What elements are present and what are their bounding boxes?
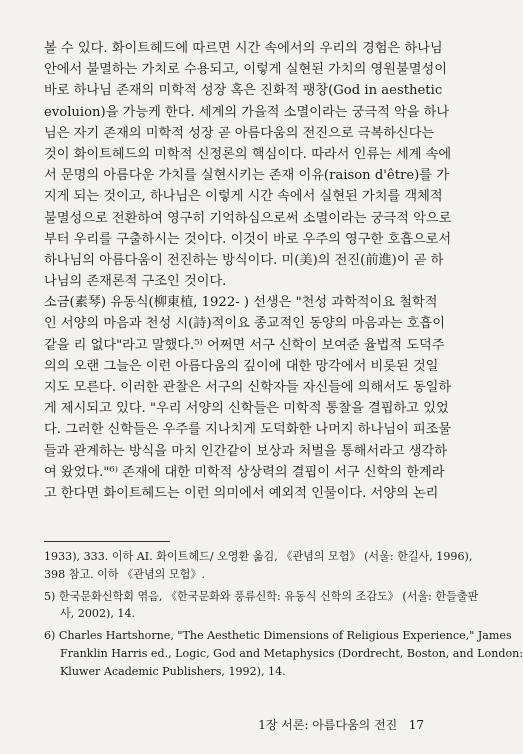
body-line: 하나님의 아름다움이 전진하는 방식이다. 미(美)의 전진(前進)이 곧 하 [44,252,444,268]
body-line: 님은 자기 존재의 미학적 성장 곧 아름다움의 전진으로 극복하신다는 [44,125,435,141]
body-line: 나님의 존재론적 구조인 것이다. [44,274,227,290]
footnote-line: 398 참고. 이하 《관념의 모험》. [44,567,205,581]
footnote-line: 5) 한국문화신학회 엮음, 《한국문화와 풍류신학: 유동식 신학의 조감도》 (서울: 한들출판 [44,589,479,603]
body-line: 지도 모른다. 이러한 관찰은 서구의 신학자들 자신들에 의해서도 동일하 [44,380,452,395]
footnote-line: Franklin Harris ed., Logic, God and Metaphysics (Dordrecht, Boston, and London: [60,646,523,660]
body-line: 지게 되는 것이고, 하나님은 이렇게 시간 속에서 실현된 가치를 객체적 [44,189,443,205]
footnotes [44,548,523,681]
footnote-line: Kluwer Academic Publishers, 1992), 14. [60,664,286,678]
body-line: 게 제시되고 있다. "우리 서양의 신학들은 미학적 통찰을 결핍하고 있었 [44,401,449,417]
body-line: 서 문명의 아름다운 가치를 실현시키는 존재 이유(raison d'être)를 가 [44,168,449,184]
body-text [44,38,452,504]
body-line: 들과 관계하는 방식을 마치 인간같이 보상과 처벌을 통해서라고 생각하 [44,443,447,459]
page-footer [258,716,424,733]
body-line: 불멸성으로 전환하여 영구히 기억하심으로써 소멸이라는 궁극적 악으로 [44,210,452,226]
body-line: 같을 리 없다"라고 말했다.⁵⁾ 어쩌면 서구 신학이 보여준 율법적 도덕주 [44,337,445,353]
running-head: 1장 서론: 아름다움의 전진 [258,718,398,732]
body-line: 고 한다면 화이트헤드는 이런 의미에서 예외적 인물이다. 서양의 논리 [44,485,439,501]
body-line: 의의 오랜 그늘은 이런 아름다움의 깊이에 대한 망각에서 비롯된 것일 [44,358,439,374]
footnote-divider [44,541,170,542]
body-line: 부터 우리를 구출하시는 것이다. 이것이 바로 우주의 영구한 호흡으로서 [44,231,452,247]
body-line: 여 왔었다."⁶⁾ 존재에 대한 미학적 상상력의 결핍이 서구 신학의 한계라 [44,464,445,480]
footnote-line: 1933), 333. 이하 AI. 화이트헤드/ 오영환 옮김, 《관념의 모험》 (서울: 한길사, 1996), [44,550,473,563]
body-line: 것이 화이트헤드의 미학적 신정론의 핵심이다. 따라서 인류는 세계 속에 [44,146,452,162]
body-line: 볼 수 있다. 화이트헤드에 따르면 시간 속에서의 우리의 경험은 하나님 [44,41,443,56]
page-number: 17 [408,718,424,732]
body-line: 다. 그러한 신학들은 우주를 지나치게 도덕화한 나머지 하나님이 피조물 [44,422,452,438]
body-line: 안에서 불멸하는 가치로 수용되고, 이렇게 실현된 가치의 영원불멸성이 [44,62,447,78]
body-line: 인 서양의 마음과 천성 시(詩)적이요 종교적인 동양의 마음과는 호흡이 [44,316,445,332]
body-line: 바로 하나님 존재의 미학적 성장 혹은 진화적 팽창(God in aesthetic [44,83,443,99]
body-line: 소금(素琴) 유동식(柳東植, 1922- ) 선생은 "천성 과학적이요 철학적 [44,295,438,311]
footnote-line: 6) Charles Hartshorne, "The Aesthetic Dimensions of Religious Experience," James [44,629,512,643]
footnote-line: 사, 2002), 14. [60,607,136,621]
body-line: evoluion)을 가능케 한다. 세계의 가을적 소멸이라는 궁극적 악을 하나 [44,104,450,120]
